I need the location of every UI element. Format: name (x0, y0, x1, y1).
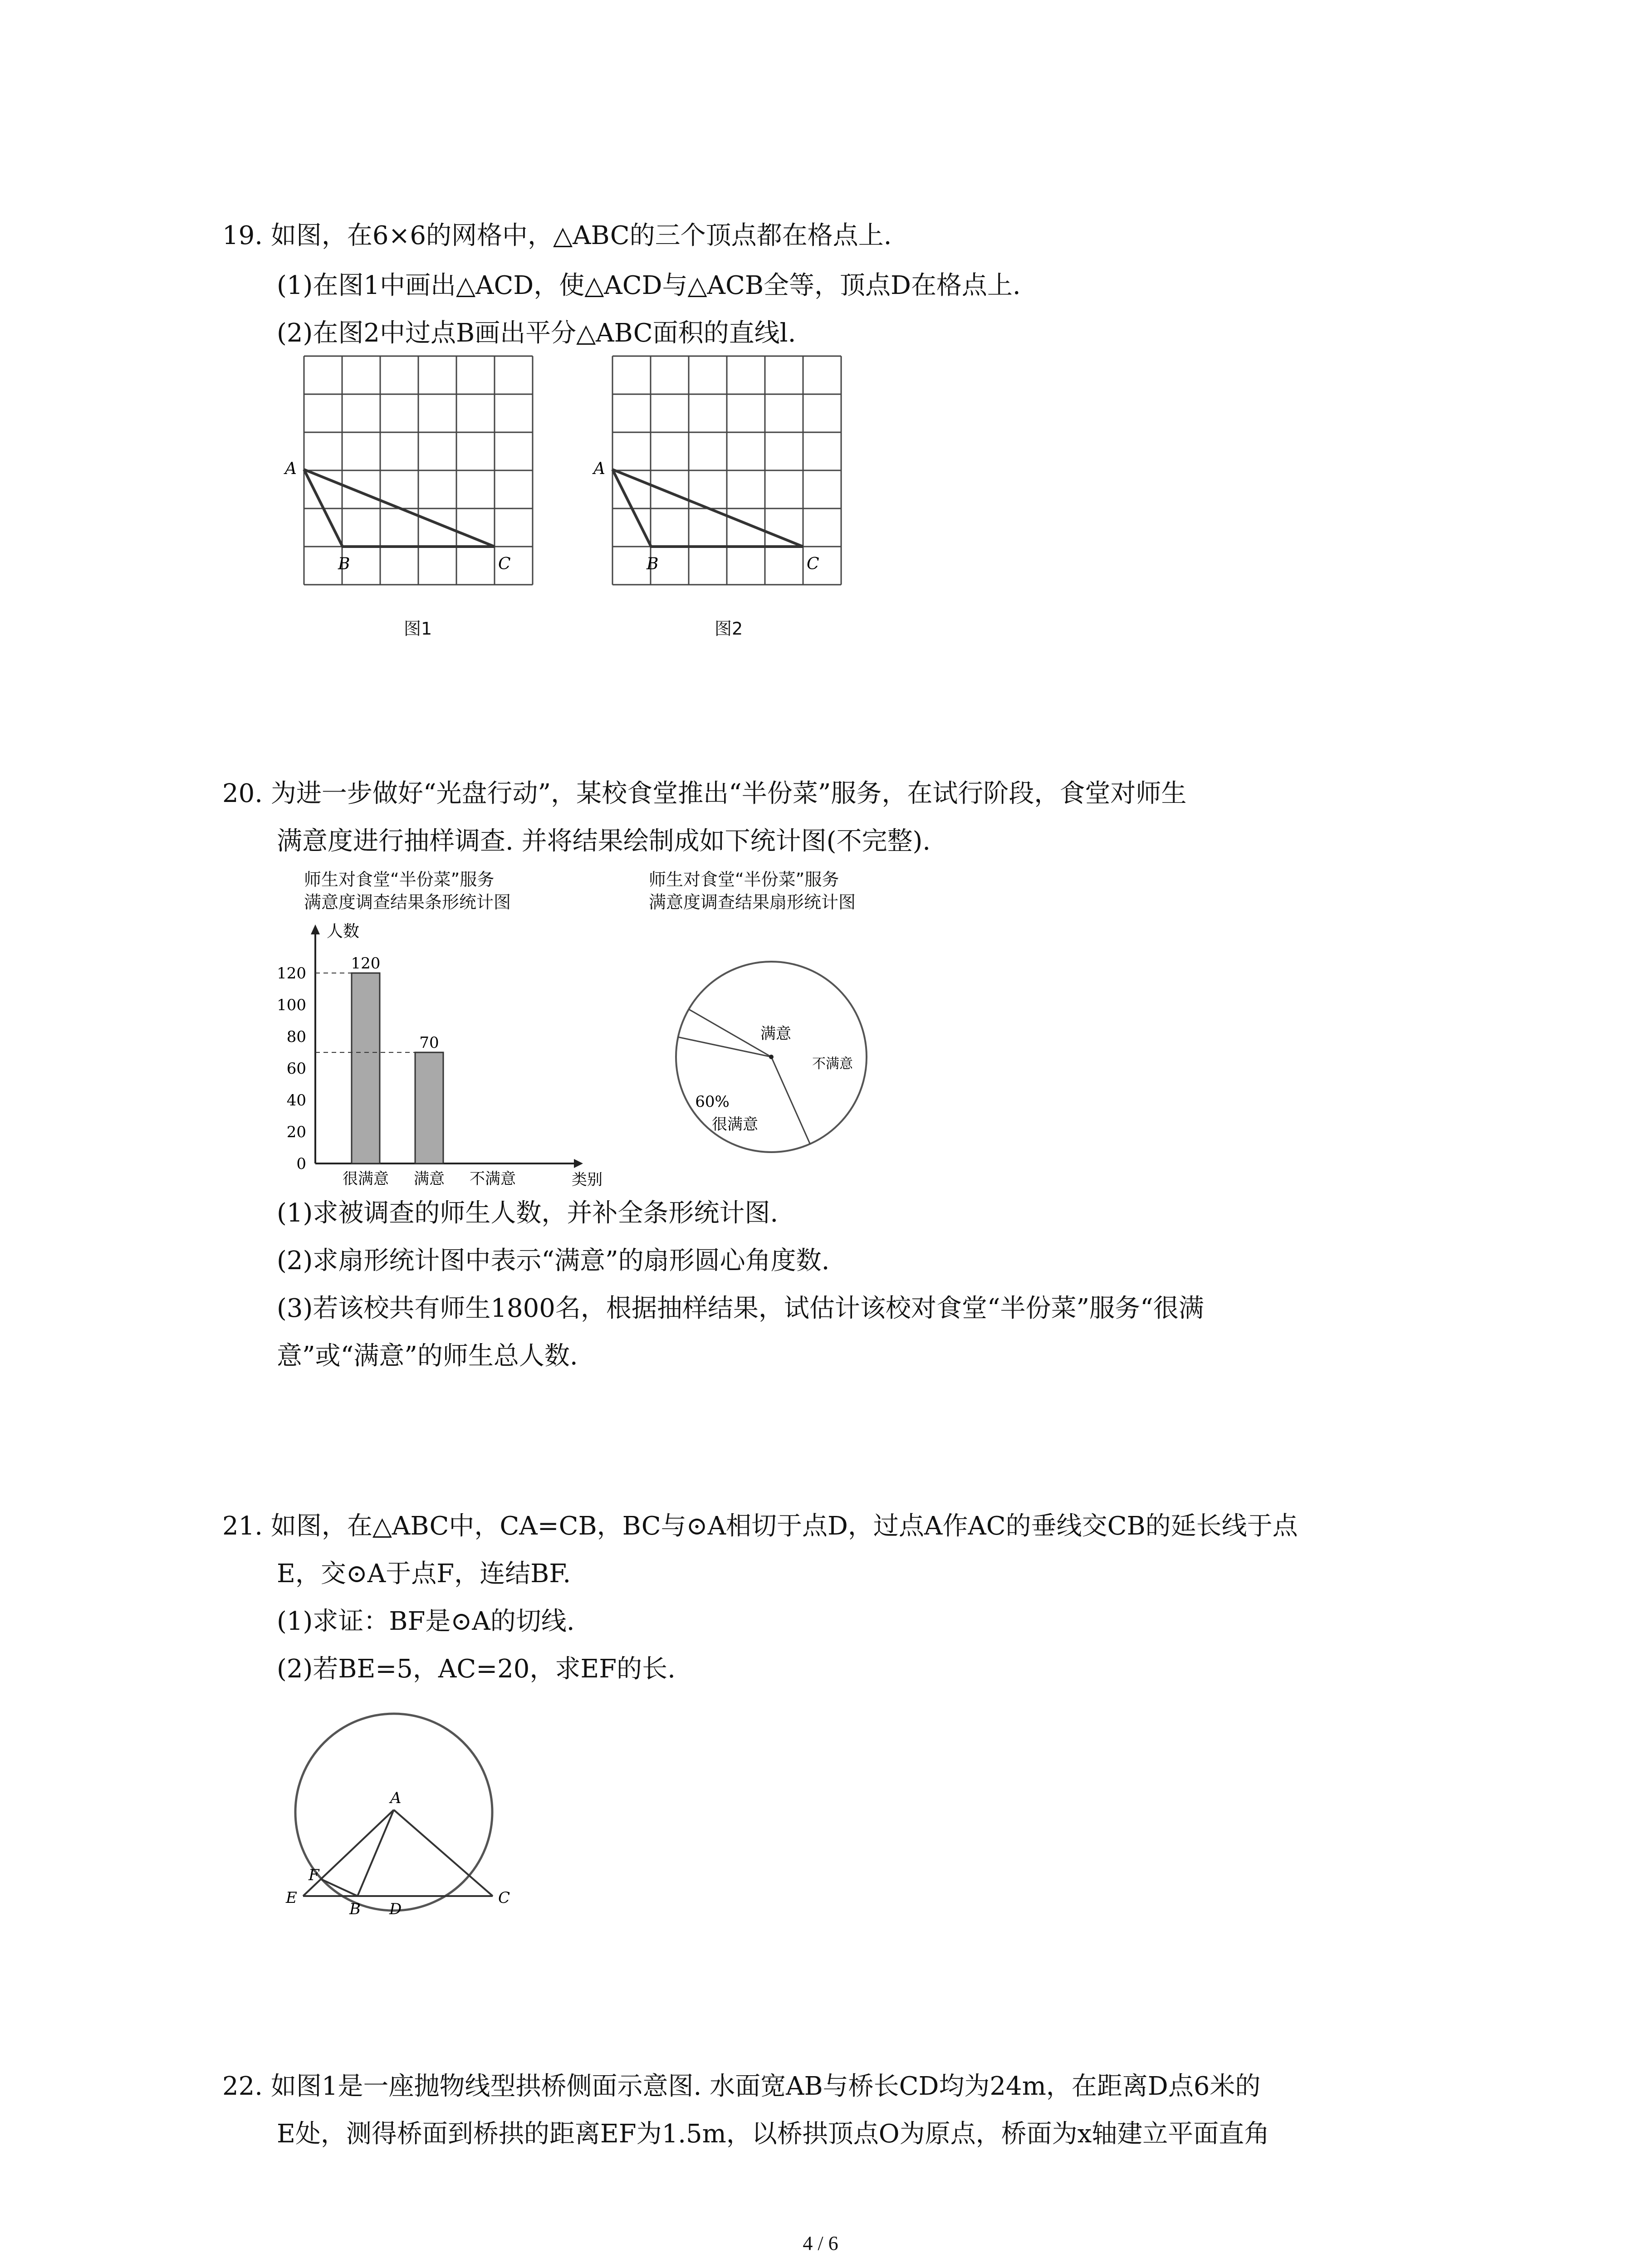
bar-category-label: 满意 (414, 1170, 445, 1188)
bar-y-tick-label: 0 (296, 1155, 306, 1173)
q21-stem-line2: E，交⊙A于点F，连结BF. (277, 1559, 571, 1589)
q20-part1: (1)求被调查的师生人数，并补全条形统计图. (277, 1198, 779, 1228)
q19-fig2-label-c: C (807, 555, 819, 573)
q21-stem-line1: 21. 如图，在△ABC中，CA=CB，BC与⊙A相切于点D，过点A作AC的垂线交CB的延长线于点 (222, 1511, 1298, 1541)
bar-category-label: 不满意 (470, 1170, 516, 1188)
bar-y-tick-label: 80 (286, 1028, 306, 1046)
pie-label-satisfied: 满意 (760, 1025, 791, 1043)
pie-slice-boundary (678, 1037, 771, 1057)
q20-bar-chart (272, 916, 603, 1189)
q19-fig2-caption: 图2 (715, 619, 743, 639)
q19-part1: (1)在图1中画出△ACD，使△ACD与△ACB全等，顶点D在格点上. (277, 271, 1021, 300)
bar-y-axis-label: 人数 (327, 922, 360, 941)
pie-chart-title-line2: 满意度调查结果扇形统计图 (649, 892, 856, 912)
bar (352, 973, 380, 1163)
bar-chart-title-line1: 师生对食堂“半份菜”服务 (304, 870, 495, 890)
q22-stem-line2: E处，测得桥面到桥拱的距离EF为1.5m，以桥拱顶点O为原点，桥面为x轴建立平面直角 (277, 2119, 1270, 2149)
bar-category-label: 很满意 (343, 1170, 389, 1188)
q19-fig2-label-b: B (647, 555, 659, 573)
bar-y-tick-label: 40 (286, 1091, 306, 1110)
bar-y-axis-arrow (311, 924, 320, 934)
q21-part2: (2)若BE=5，AC=20，求EF的长. (277, 1654, 676, 1684)
pie-slice-boundary (689, 1009, 771, 1057)
page-number: 4 / 6 (803, 2232, 838, 2254)
q20-stem-line2: 满意度进行抽样调查. 并将结果绘制成如下统计图(不完整). (277, 826, 931, 856)
q20-part3-line2: 意”或“满意”的师生总人数. (277, 1341, 578, 1371)
q21-label-d: D (389, 1900, 402, 1918)
q19-fig1-label-b: B (338, 555, 350, 573)
q19-grid2 (612, 356, 841, 585)
q21-figure (281, 1701, 535, 1928)
pie-center (769, 1055, 774, 1059)
pie-label-unsatisfied: 不满意 (812, 1056, 853, 1072)
q21-label-f: F (309, 1866, 319, 1884)
bar (415, 1052, 443, 1163)
q20-pie-chart (662, 948, 880, 1166)
pie-chart-title-line1: 师生对食堂“半份菜”服务 (649, 870, 839, 890)
bar-chart-title-line2: 满意度调查结果条形统计图 (304, 892, 511, 912)
q20-part2: (2)求扇形统计图中表示“满意”的扇形圆心角度数. (277, 1246, 830, 1276)
q19-figure2 (590, 354, 844, 608)
q20-stem-line1: 20. 为进一步做好“光盘行动”，某校食堂推出“半份菜”服务，在试行阶段，食堂对师生 (222, 779, 1187, 808)
q22-stem-line1: 22. 如图1是一座抛物线型拱桥侧面示意图. 水面宽AB与桥长CD均为24m，在距离D点6米的 (222, 2072, 1261, 2101)
q20-part3-line1: (3)若该校共有师生1800名，根据抽样结果，试估计该校对食堂“半份菜”服务“很满 (277, 1294, 1204, 1323)
q21-label-b: B (349, 1900, 361, 1918)
bar-x-axis-arrow (574, 1159, 583, 1168)
bar-x-axis-label: 类别 (572, 1171, 603, 1189)
q21-label-e: E (286, 1889, 297, 1907)
bar-y-tick-label: 20 (286, 1123, 306, 1142)
q21-line-ac (394, 1810, 493, 1896)
q19-figure1 (281, 354, 535, 608)
q19-part2: (2)在图2中过点B画出平分△ABC面积的直线l. (277, 318, 796, 348)
pie-label-very-satisfied: 很满意 (712, 1115, 758, 1134)
pie-slice-boundary (771, 1057, 810, 1144)
q19-stem: 19. 如图，在6×6的网格中，△ABC的三个顶点都在格点上. (222, 221, 892, 250)
q21-part1: (1)求证：BF是⊙A的切线. (277, 1607, 575, 1636)
bar-y-tick-label: 120 (277, 964, 306, 983)
q19-fig1-label-a: A (285, 459, 297, 478)
q21-label-a: A (390, 1789, 402, 1807)
bar-y-tick-label: 100 (277, 996, 306, 1015)
bar-y-tick-label: 60 (286, 1060, 306, 1078)
q19-fig1-caption: 图1 (404, 619, 432, 639)
q19-fig1-label-c: C (498, 555, 511, 573)
q21-label-c: C (498, 1889, 510, 1907)
bar-data-label: 120 (351, 954, 381, 973)
q21-line-ab (358, 1810, 394, 1896)
pie-label-percent: 60% (695, 1093, 730, 1111)
bar-data-label: 70 (419, 1034, 439, 1052)
q19-fig2-label-a: A (593, 459, 605, 478)
q19-grid1 (304, 356, 533, 585)
